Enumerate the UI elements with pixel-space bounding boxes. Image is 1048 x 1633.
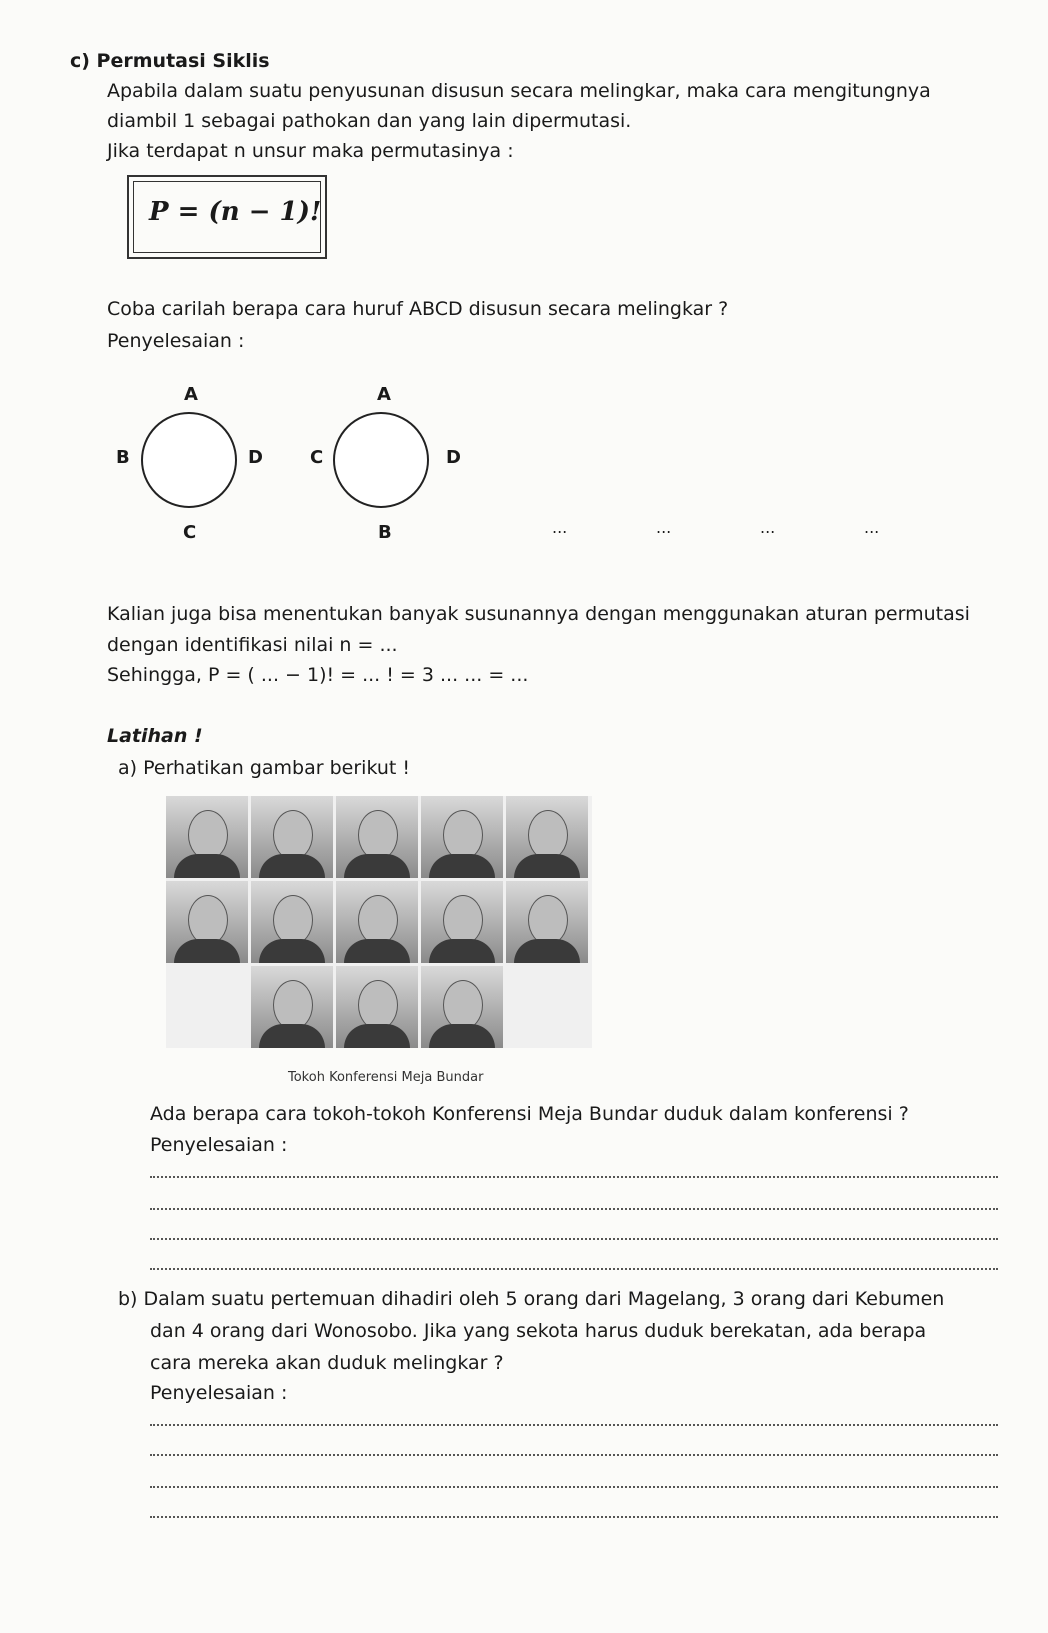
- intro-line-3: Jika terdapat n unsur maka permutasinya :: [107, 140, 514, 162]
- latihan-b-line-3: cara mereka akan duduk melingkar ?: [150, 1352, 504, 1374]
- latihan-title: Latihan !: [107, 725, 203, 747]
- latihan-b-solution: Penyelesaian :: [150, 1382, 288, 1404]
- answer-line[interactable]: [150, 1176, 998, 1178]
- diagram-1-right-label: D: [248, 447, 263, 468]
- explain-line-1: Kalian juga bisa menentukan banyak susunannya dengan menggunakan aturan permutasi: [107, 603, 970, 625]
- portrait: [506, 881, 588, 963]
- diagram-2-right-label: D: [446, 447, 461, 468]
- portrait: [336, 796, 418, 878]
- formula-box: [127, 175, 327, 259]
- portrait: [251, 966, 333, 1048]
- answer-line[interactable]: [150, 1516, 998, 1518]
- portrait: [336, 966, 418, 1048]
- placeholder-4: ...: [864, 518, 880, 537]
- portrait: [251, 796, 333, 878]
- portrait: [251, 881, 333, 963]
- formula: P = (n − 1)!: [149, 197, 322, 227]
- portrait: [166, 881, 248, 963]
- question-abcd: Coba carilah berapa cara huruf ABCD disusun secara melingkar ?: [107, 298, 729, 320]
- section-title: c) Permutasi Siklis: [70, 50, 270, 72]
- circle-1: [141, 412, 237, 508]
- intro-line-1: Apabila dalam suatu penyusunan disusun secara melingkar, maka cara mengitungnya: [107, 80, 931, 102]
- diagram-1-top-label: A: [184, 384, 198, 405]
- explain-line-3: Sehingga, P = ( ... − 1)! = ... ! = 3 ... ... = ...: [107, 664, 529, 686]
- answer-line[interactable]: [150, 1454, 998, 1456]
- diagram-1-bottom-label: C: [183, 522, 197, 543]
- placeholder-1: ...: [552, 518, 568, 537]
- circle-2: [333, 412, 429, 508]
- latihan-a-question: Ada berapa cara tokoh-tokoh Konferensi Meja Bundar duduk dalam konferensi ?: [150, 1103, 909, 1125]
- portrait: [506, 796, 588, 878]
- diagram-2-bottom-label: B: [378, 522, 392, 543]
- solution-label: Penyelesaian :: [107, 330, 245, 352]
- diagram-2-left-label: C: [310, 447, 324, 468]
- portrait: [421, 796, 503, 878]
- portrait: [336, 881, 418, 963]
- photo-caption: Tokoh Konferensi Meja Bundar: [288, 1070, 484, 1085]
- portrait: [421, 966, 503, 1048]
- answer-line[interactable]: [150, 1208, 998, 1210]
- photo-grid: [166, 796, 592, 1048]
- explain-line-2: dengan identifikasi nilai n = ...: [107, 634, 398, 656]
- latihan-a-solution: Penyelesaian :: [150, 1134, 288, 1156]
- latihan-a-intro: a) Perhatikan gambar berikut !: [118, 757, 411, 779]
- answer-line[interactable]: [150, 1486, 998, 1488]
- latihan-b-line-1: b) Dalam suatu pertemuan dihadiri oleh 5 orang dari Magelang, 3 orang dari Kebumen: [118, 1288, 945, 1310]
- portrait: [421, 881, 503, 963]
- portrait: [166, 796, 248, 878]
- placeholder-3: ...: [760, 518, 776, 537]
- answer-line[interactable]: [150, 1268, 998, 1270]
- latihan-b-line-2: dan 4 orang dari Wonosobo. Jika yang sekota harus duduk berekatan, ada berapa: [150, 1320, 927, 1342]
- intro-line-2: diambil 1 sebagai pathokan dan yang lain dipermutasi.: [107, 110, 632, 132]
- answer-line[interactable]: [150, 1424, 998, 1426]
- placeholder-2: ...: [656, 518, 672, 537]
- diagram-2-top-label: A: [377, 384, 391, 405]
- diagram-1-left-label: B: [116, 447, 130, 468]
- answer-line[interactable]: [150, 1238, 998, 1240]
